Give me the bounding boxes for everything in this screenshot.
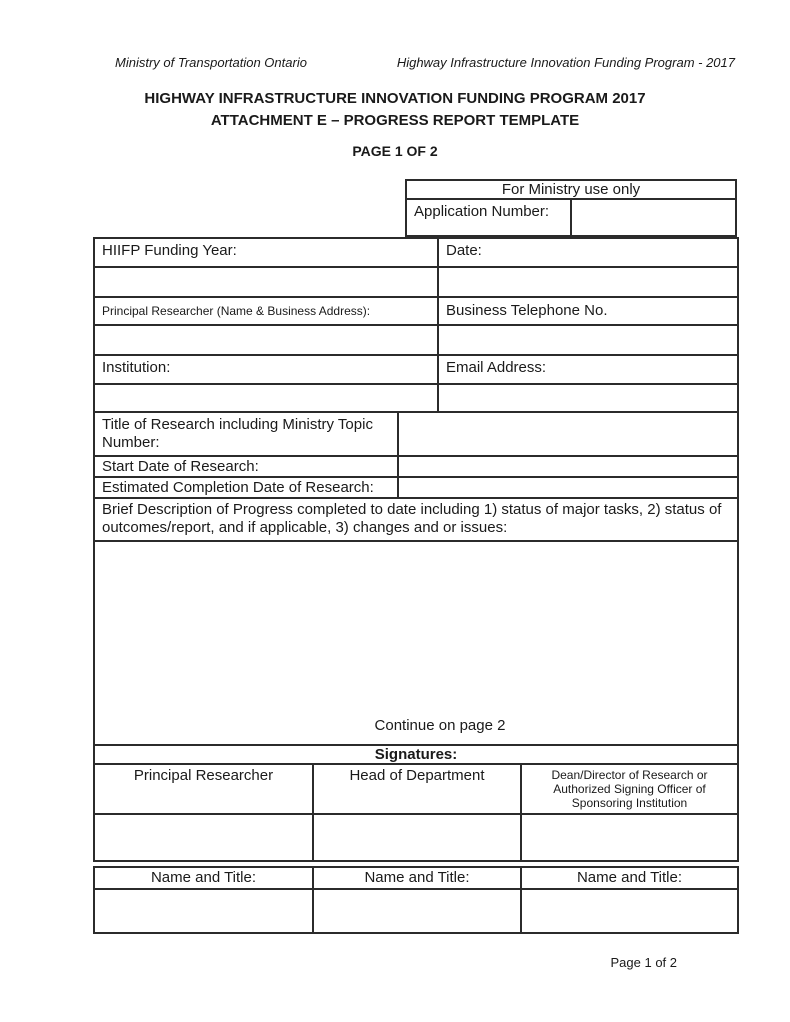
signature-field-principal-researcher[interactable] (94, 814, 313, 861)
application-number-field[interactable] (571, 199, 736, 236)
completion-date-label: Estimated Completion Date of Research: (94, 477, 398, 498)
research-title-field[interactable] (398, 412, 738, 456)
signatures-table (93, 744, 739, 862)
signature-column-principal-researcher: Principal Researcher (94, 764, 313, 814)
email-field[interactable] (438, 384, 738, 412)
title-block (0, 88, 790, 132)
name-title-field-principal-researcher[interactable] (94, 889, 313, 933)
date-label: Date: (438, 238, 738, 267)
header-program-name: Highway Infrastructure Innovation Funding Program - 2017 (396, 55, 735, 70)
signature-field-head-of-department[interactable] (313, 814, 521, 861)
description-section (93, 497, 739, 746)
document-subtitle: ATTACHMENT E – PROGRESS REPORT TEMPLATE (210, 112, 580, 129)
page-footer: Page 1 of 2 (610, 955, 677, 970)
research-table (93, 411, 739, 499)
completion-date-field[interactable] (398, 477, 738, 498)
funding-year-field[interactable] (94, 267, 438, 297)
email-label: Email Address: (438, 355, 738, 384)
document-title: HIGHWAY INFRASTRUCTURE INNOVATION FUNDING PROGRAM 2017 (144, 90, 646, 107)
name-title-label-head-of-department: Name and Title: (313, 867, 521, 889)
start-date-field[interactable] (398, 456, 738, 477)
business-phone-label: Business Telephone No. (438, 297, 738, 325)
name-title-field-head-of-department[interactable] (313, 889, 521, 933)
institution-label: Institution: (94, 355, 438, 384)
name-title-table (93, 866, 739, 934)
funding-year-label: HIIFP Funding Year: (94, 238, 438, 267)
date-field[interactable] (438, 267, 738, 297)
research-title-label: Title of Research including Ministry Topic Number: (94, 412, 398, 456)
signature-field-dean-director[interactable] (521, 814, 738, 861)
institution-field[interactable] (94, 384, 438, 412)
name-title-field-dean-director[interactable] (521, 889, 738, 933)
continue-note: Continue on page 2 (374, 717, 506, 734)
ministry-use-table (405, 179, 737, 237)
signatures-title: Signatures: (94, 745, 738, 764)
signature-column-head-of-department: Head of Department (313, 764, 521, 814)
header-ministry-name: Ministry of Transportation Ontario (115, 55, 307, 70)
application-number-label: Application Number: (406, 199, 571, 236)
principal-researcher-field[interactable] (94, 325, 438, 355)
description-field[interactable] (94, 541, 738, 745)
info-table (93, 237, 739, 413)
document-header (0, 55, 790, 70)
business-phone-field[interactable] (438, 325, 738, 355)
page-indicator: PAGE 1 OF 2 (352, 143, 438, 159)
ministry-use-title: For Ministry use only (406, 180, 736, 199)
principal-researcher-label: Principal Researcher (Name & Business Address): (94, 297, 438, 325)
start-date-label: Start Date of Research: (94, 456, 398, 477)
description-label: Brief Description of Progress completed to date including 1) status of major tasks, 2) status of outcomes/report, and if applicable, 3) changes and or issues: (94, 498, 738, 541)
signature-column-dean-director: Dean/Director of Research or Authorized Signing Officer of Sponsoring Institution (521, 764, 738, 814)
name-title-label-dean-director: Name and Title: (521, 867, 738, 889)
name-title-label-principal-researcher: Name and Title: (94, 867, 313, 889)
